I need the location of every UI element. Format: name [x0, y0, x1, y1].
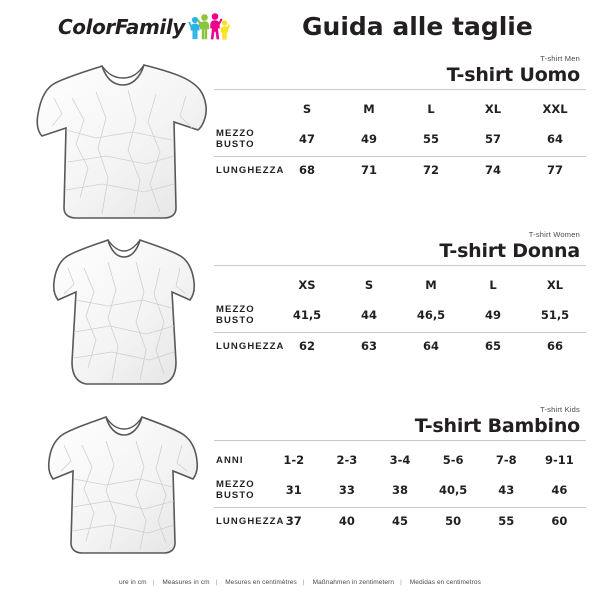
table-row [214, 473, 586, 508]
footer-note: Medidas en centimetros [409, 579, 482, 586]
column-header: 2-3 [336, 453, 358, 467]
divider [214, 89, 586, 90]
page-header [0, 0, 600, 54]
footer-note: Mesures en centimètres [225, 579, 297, 586]
section-eyebrow-women: T-shirt Women [528, 230, 580, 239]
cell: 64 [524, 122, 586, 157]
cell: 46 [533, 473, 586, 508]
mens-tshirt-icon [36, 58, 212, 224]
cell: 64 [422, 339, 439, 353]
section-title-men: T-shirt Uomo [446, 64, 580, 86]
cell: 38 [373, 473, 426, 508]
column-header: L [427, 102, 435, 116]
cell: 31 [267, 473, 320, 508]
row-label: LUNGHEZZA [216, 515, 285, 527]
section-kids [0, 405, 600, 565]
cell: 62 [298, 339, 315, 353]
column-header: 9-11 [545, 453, 574, 467]
cell: 68 [298, 163, 315, 177]
row-label: MEZZO BUSTO [214, 473, 267, 508]
section-title-women: T-shirt Donna [439, 240, 580, 262]
brand-name: ColorFamily [58, 15, 185, 39]
column-header: M [425, 278, 437, 292]
row-label-anni: ANNI [216, 454, 244, 466]
column-header: M [363, 102, 375, 116]
section-women [0, 230, 600, 405]
cell: 37 [285, 514, 302, 528]
cell: 47 [276, 122, 338, 157]
cell: 65 [484, 339, 501, 353]
section-eyebrow-kids: T-shirt Kids [540, 405, 580, 414]
header-corner [214, 96, 276, 122]
footer-measure-notes [0, 579, 600, 586]
column-header: XXL [542, 102, 568, 116]
footer-note: Maßnahmen in zentimetern [312, 579, 395, 586]
column-header: 7-8 [495, 453, 517, 467]
cell: 44 [338, 298, 400, 333]
family-figures-icon [188, 10, 230, 44]
cell: 55 [400, 122, 462, 157]
cell: 41,5 [276, 298, 338, 333]
cell: 49 [338, 122, 400, 157]
page-title: Guida alle taglie [302, 12, 533, 41]
kids-tshirt-icon [46, 411, 206, 559]
row-label: MEZZO BUSTO [214, 298, 276, 333]
footer-note: ure in cm [118, 579, 147, 586]
table-header-row [214, 272, 586, 298]
cell: 77 [546, 163, 563, 177]
column-header: XL [484, 102, 502, 116]
cell: 40,5 [427, 473, 480, 508]
cell: 33 [320, 473, 373, 508]
row-label: LUNGHEZZA [216, 340, 285, 352]
cell: 43 [480, 473, 533, 508]
cell: 74 [484, 163, 501, 177]
table-row [214, 333, 586, 360]
footer-separator: | [302, 579, 305, 586]
column-header: 1-2 [283, 453, 305, 467]
row-label: LUNGHEZZA [216, 164, 285, 176]
cell: 55 [498, 514, 515, 528]
cell: 60 [551, 514, 568, 528]
cell: 66 [546, 339, 563, 353]
divider [214, 440, 586, 441]
column-header: XS [298, 278, 316, 292]
column-header: S [364, 278, 374, 292]
section-title-kids: T-shirt Bambino [414, 415, 580, 437]
cell: 72 [422, 163, 439, 177]
table-zone-men [214, 54, 586, 183]
footer-note: Measures in cm [162, 579, 210, 586]
footer-separator: | [152, 579, 155, 586]
column-header: S [302, 102, 312, 116]
footer-separator: | [215, 579, 218, 586]
section-eyebrow-men: T-shirt Men [540, 54, 580, 63]
column-header: 3-4 [389, 453, 411, 467]
table-zone-kids [214, 405, 586, 534]
column-header: 5-6 [442, 453, 464, 467]
row-label: MEZZO BUSTO [214, 122, 276, 157]
table-row [214, 157, 586, 184]
womens-tshirt-icon [50, 234, 200, 394]
size-table-men [214, 96, 586, 183]
table-header-row [214, 447, 586, 473]
table-row [214, 508, 586, 535]
column-header: XL [546, 278, 564, 292]
cell: 49 [462, 298, 524, 333]
column-header: L [489, 278, 497, 292]
section-men [0, 54, 600, 230]
cell: 57 [462, 122, 524, 157]
cell: 45 [391, 514, 408, 528]
brand-logo [58, 10, 230, 44]
table-row [214, 122, 586, 157]
header-corner [214, 272, 276, 298]
cell: 40 [338, 514, 355, 528]
table-header-row [214, 96, 586, 122]
table-row [214, 298, 586, 333]
cell: 51,5 [524, 298, 586, 333]
cell: 63 [360, 339, 377, 353]
cell: 50 [445, 514, 462, 528]
size-table-kids [214, 447, 586, 534]
divider [214, 265, 586, 266]
size-table-women [214, 272, 586, 359]
cell: 46,5 [400, 298, 462, 333]
cell: 71 [360, 163, 377, 177]
table-zone-women [214, 230, 586, 359]
footer-separator: | [400, 579, 402, 586]
